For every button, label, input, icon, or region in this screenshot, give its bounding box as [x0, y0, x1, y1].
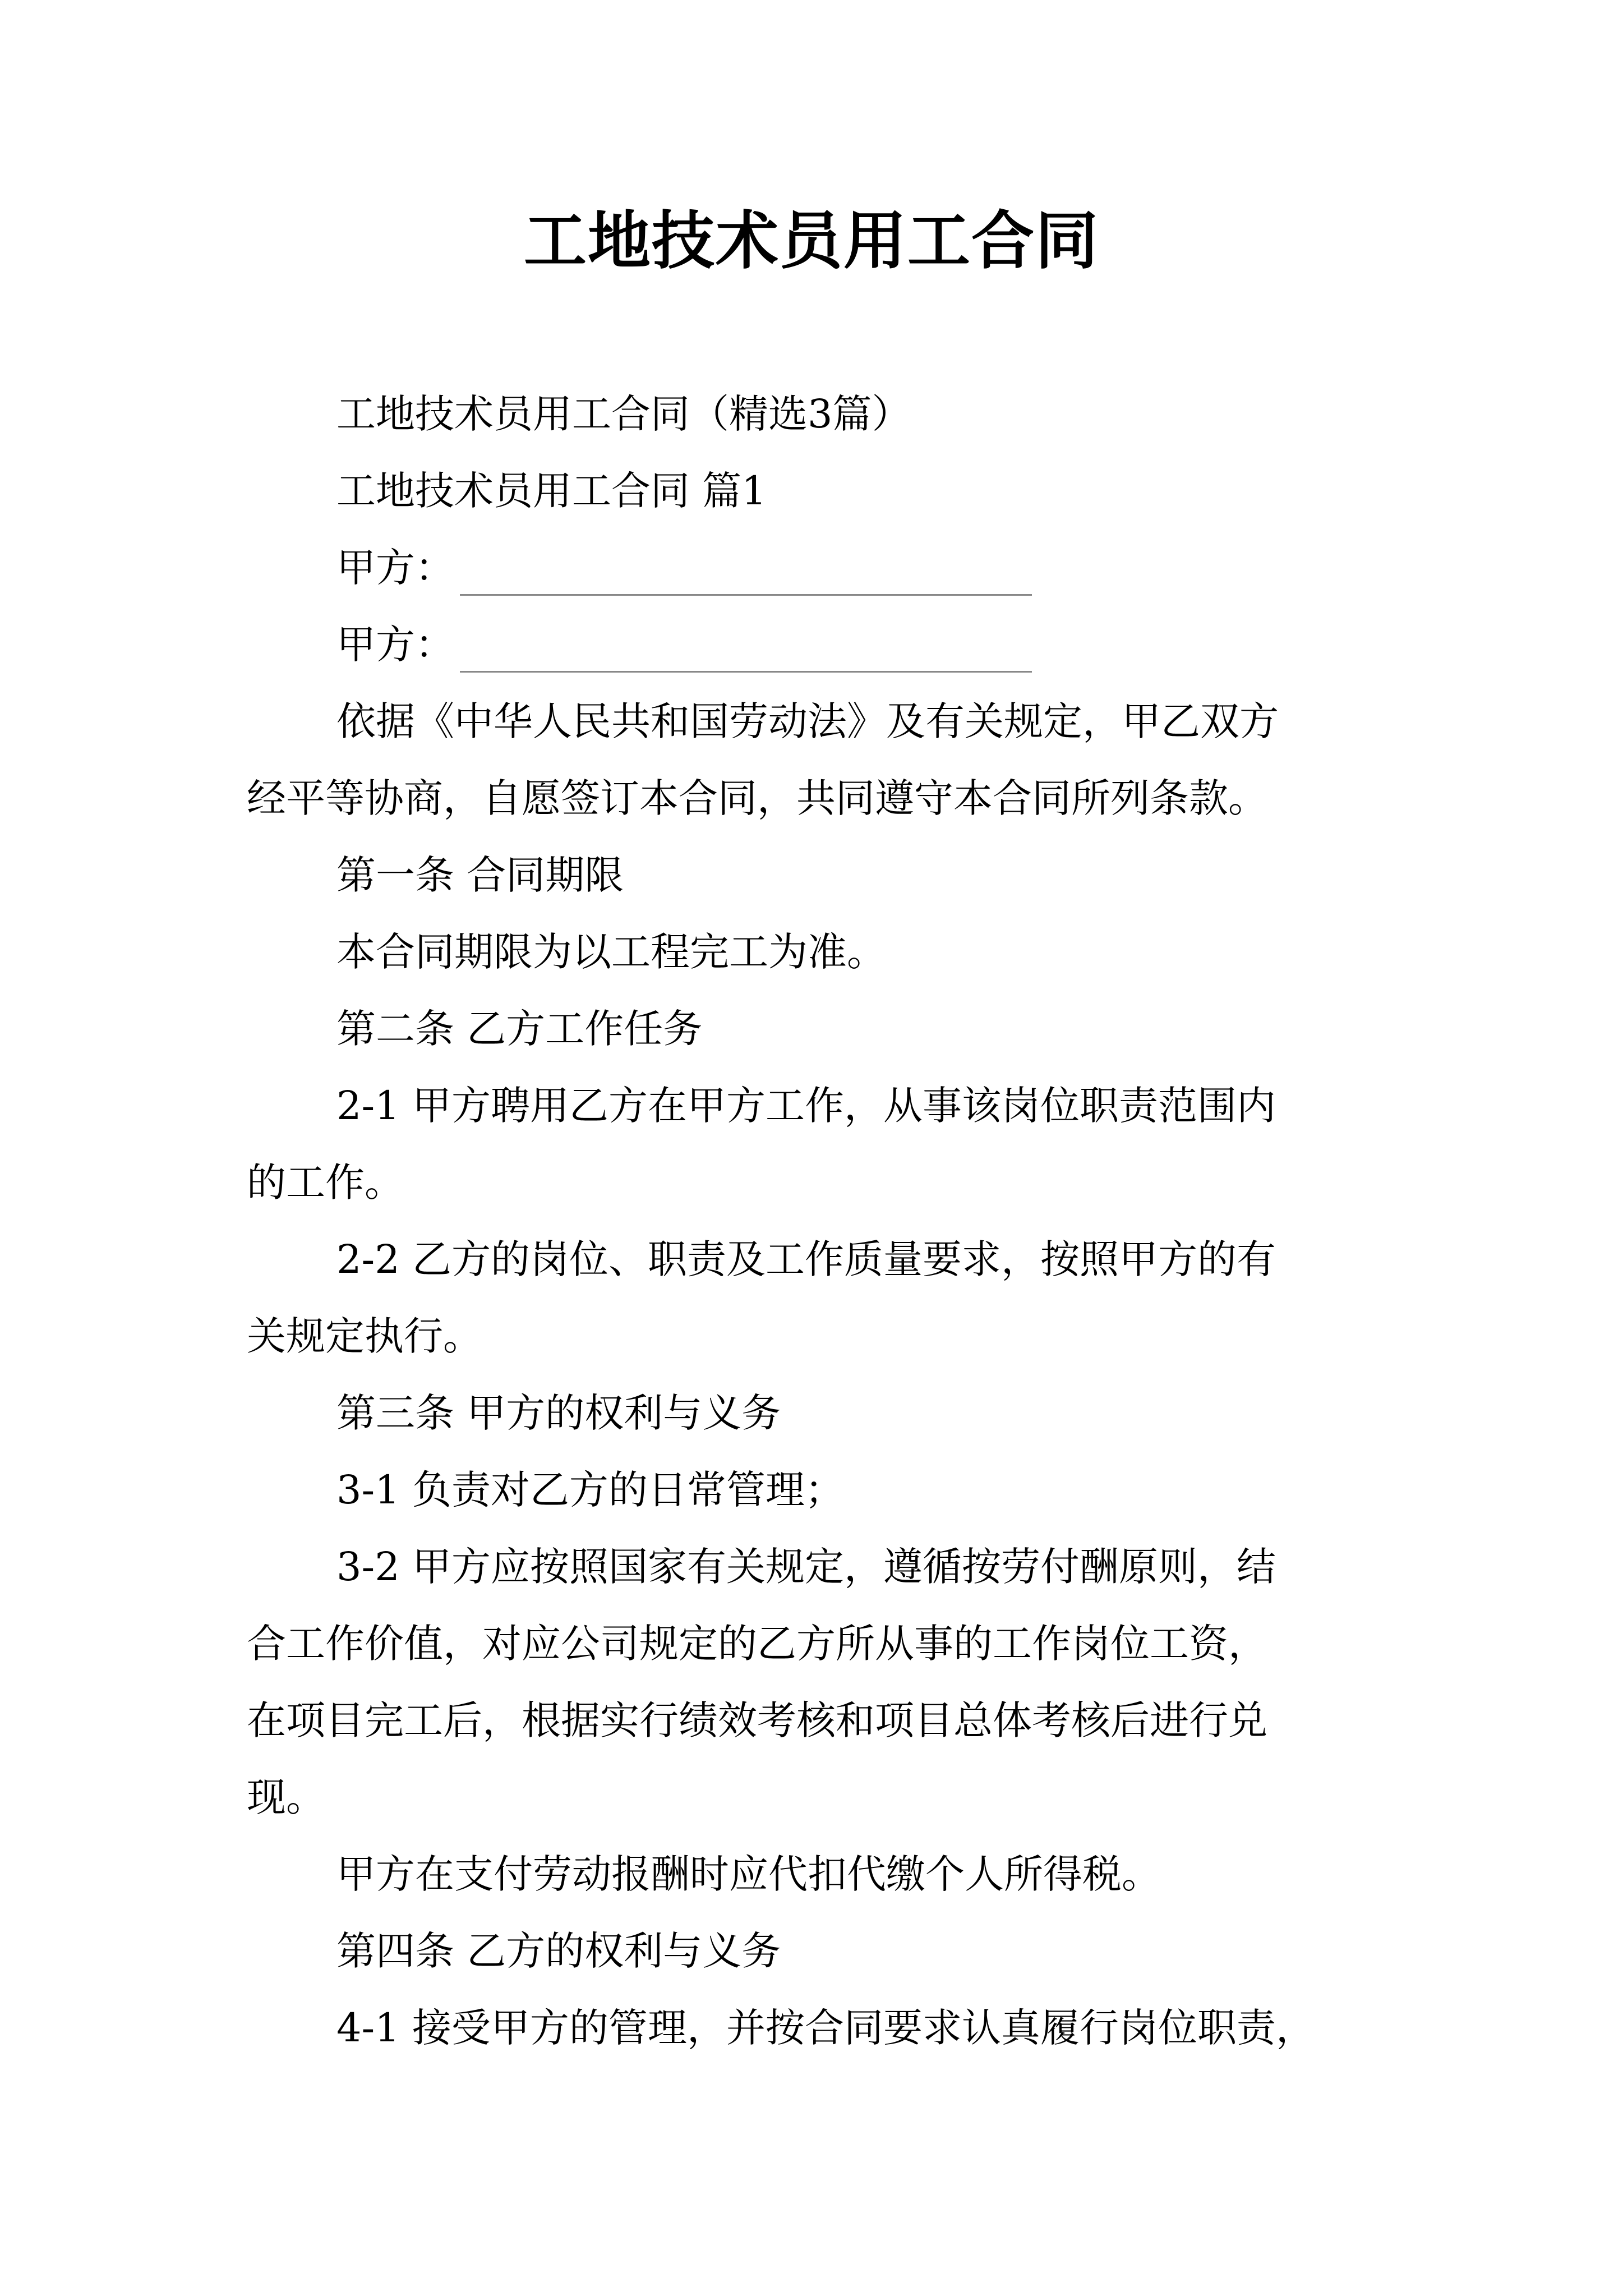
- paragraph-line: 本合同期限为以工程完工为准。: [336, 929, 886, 975]
- party-b-blank: [460, 631, 1032, 673]
- paragraph-line: 4-1 接受甲方的管理，并按合同要求认真履行岗位职责，: [336, 2005, 1315, 2051]
- paragraph-line: 的工作。: [247, 1159, 404, 1205]
- article-heading: 第二条 乙方工作任务: [336, 1006, 703, 1052]
- paragraph-line: 2-2 乙方的岗位、职责及工作质量要求，按照甲方的有: [336, 1236, 1276, 1282]
- paragraph-line: 经平等协商，自愿签订本合同，共同遵守本合同所列条款。: [247, 775, 1267, 821]
- article-heading: 第四条 乙方的权利与义务: [336, 1928, 781, 1974]
- document-title: 工地技术员用工合同: [524, 204, 1099, 278]
- party-a-label: 甲方：: [336, 545, 454, 591]
- party-b-label: 甲方：: [336, 622, 454, 668]
- paragraph-line: 3-1 负责对乙方的日常管理；: [336, 1467, 844, 1513]
- paragraph-line: 合工作价值，对应公司规定的乙方所从事的工作岗位工资，: [247, 1621, 1267, 1667]
- party-a-blank: [460, 554, 1032, 596]
- paragraph-line: 在项目完工后，根据实行绩效考核和项目总体考核后进行兑: [247, 1697, 1267, 1743]
- paragraph-line: 现。: [247, 1774, 325, 1820]
- paragraph-line: 2-1 甲方聘用乙方在甲方工作，从事该岗位职责范围内: [336, 1083, 1276, 1129]
- party-a-line: [336, 540, 1032, 596]
- section-heading-part1: 工地技术员用工合同 篇1: [336, 468, 767, 514]
- article-heading: 第三条 甲方的权利与义务: [336, 1390, 781, 1436]
- article-heading: 第一条 合同期限: [336, 852, 624, 898]
- paragraph-line: 关规定执行。: [247, 1313, 482, 1359]
- paragraph-line: 3-2 甲方应按照国家有关规定，遵循按劳付酬原则，结: [336, 1544, 1276, 1590]
- party-b-line: [336, 616, 1032, 673]
- subtitle-selection: 工地技术员用工合同（精选3篇）: [336, 391, 911, 437]
- paragraph-line: 依据《中华人民共和国劳动法》及有关规定，甲乙双方: [336, 698, 1279, 744]
- paragraph-line: 甲方在支付劳动报酬时应代扣代缴个人所得税。: [336, 1851, 1161, 1897]
